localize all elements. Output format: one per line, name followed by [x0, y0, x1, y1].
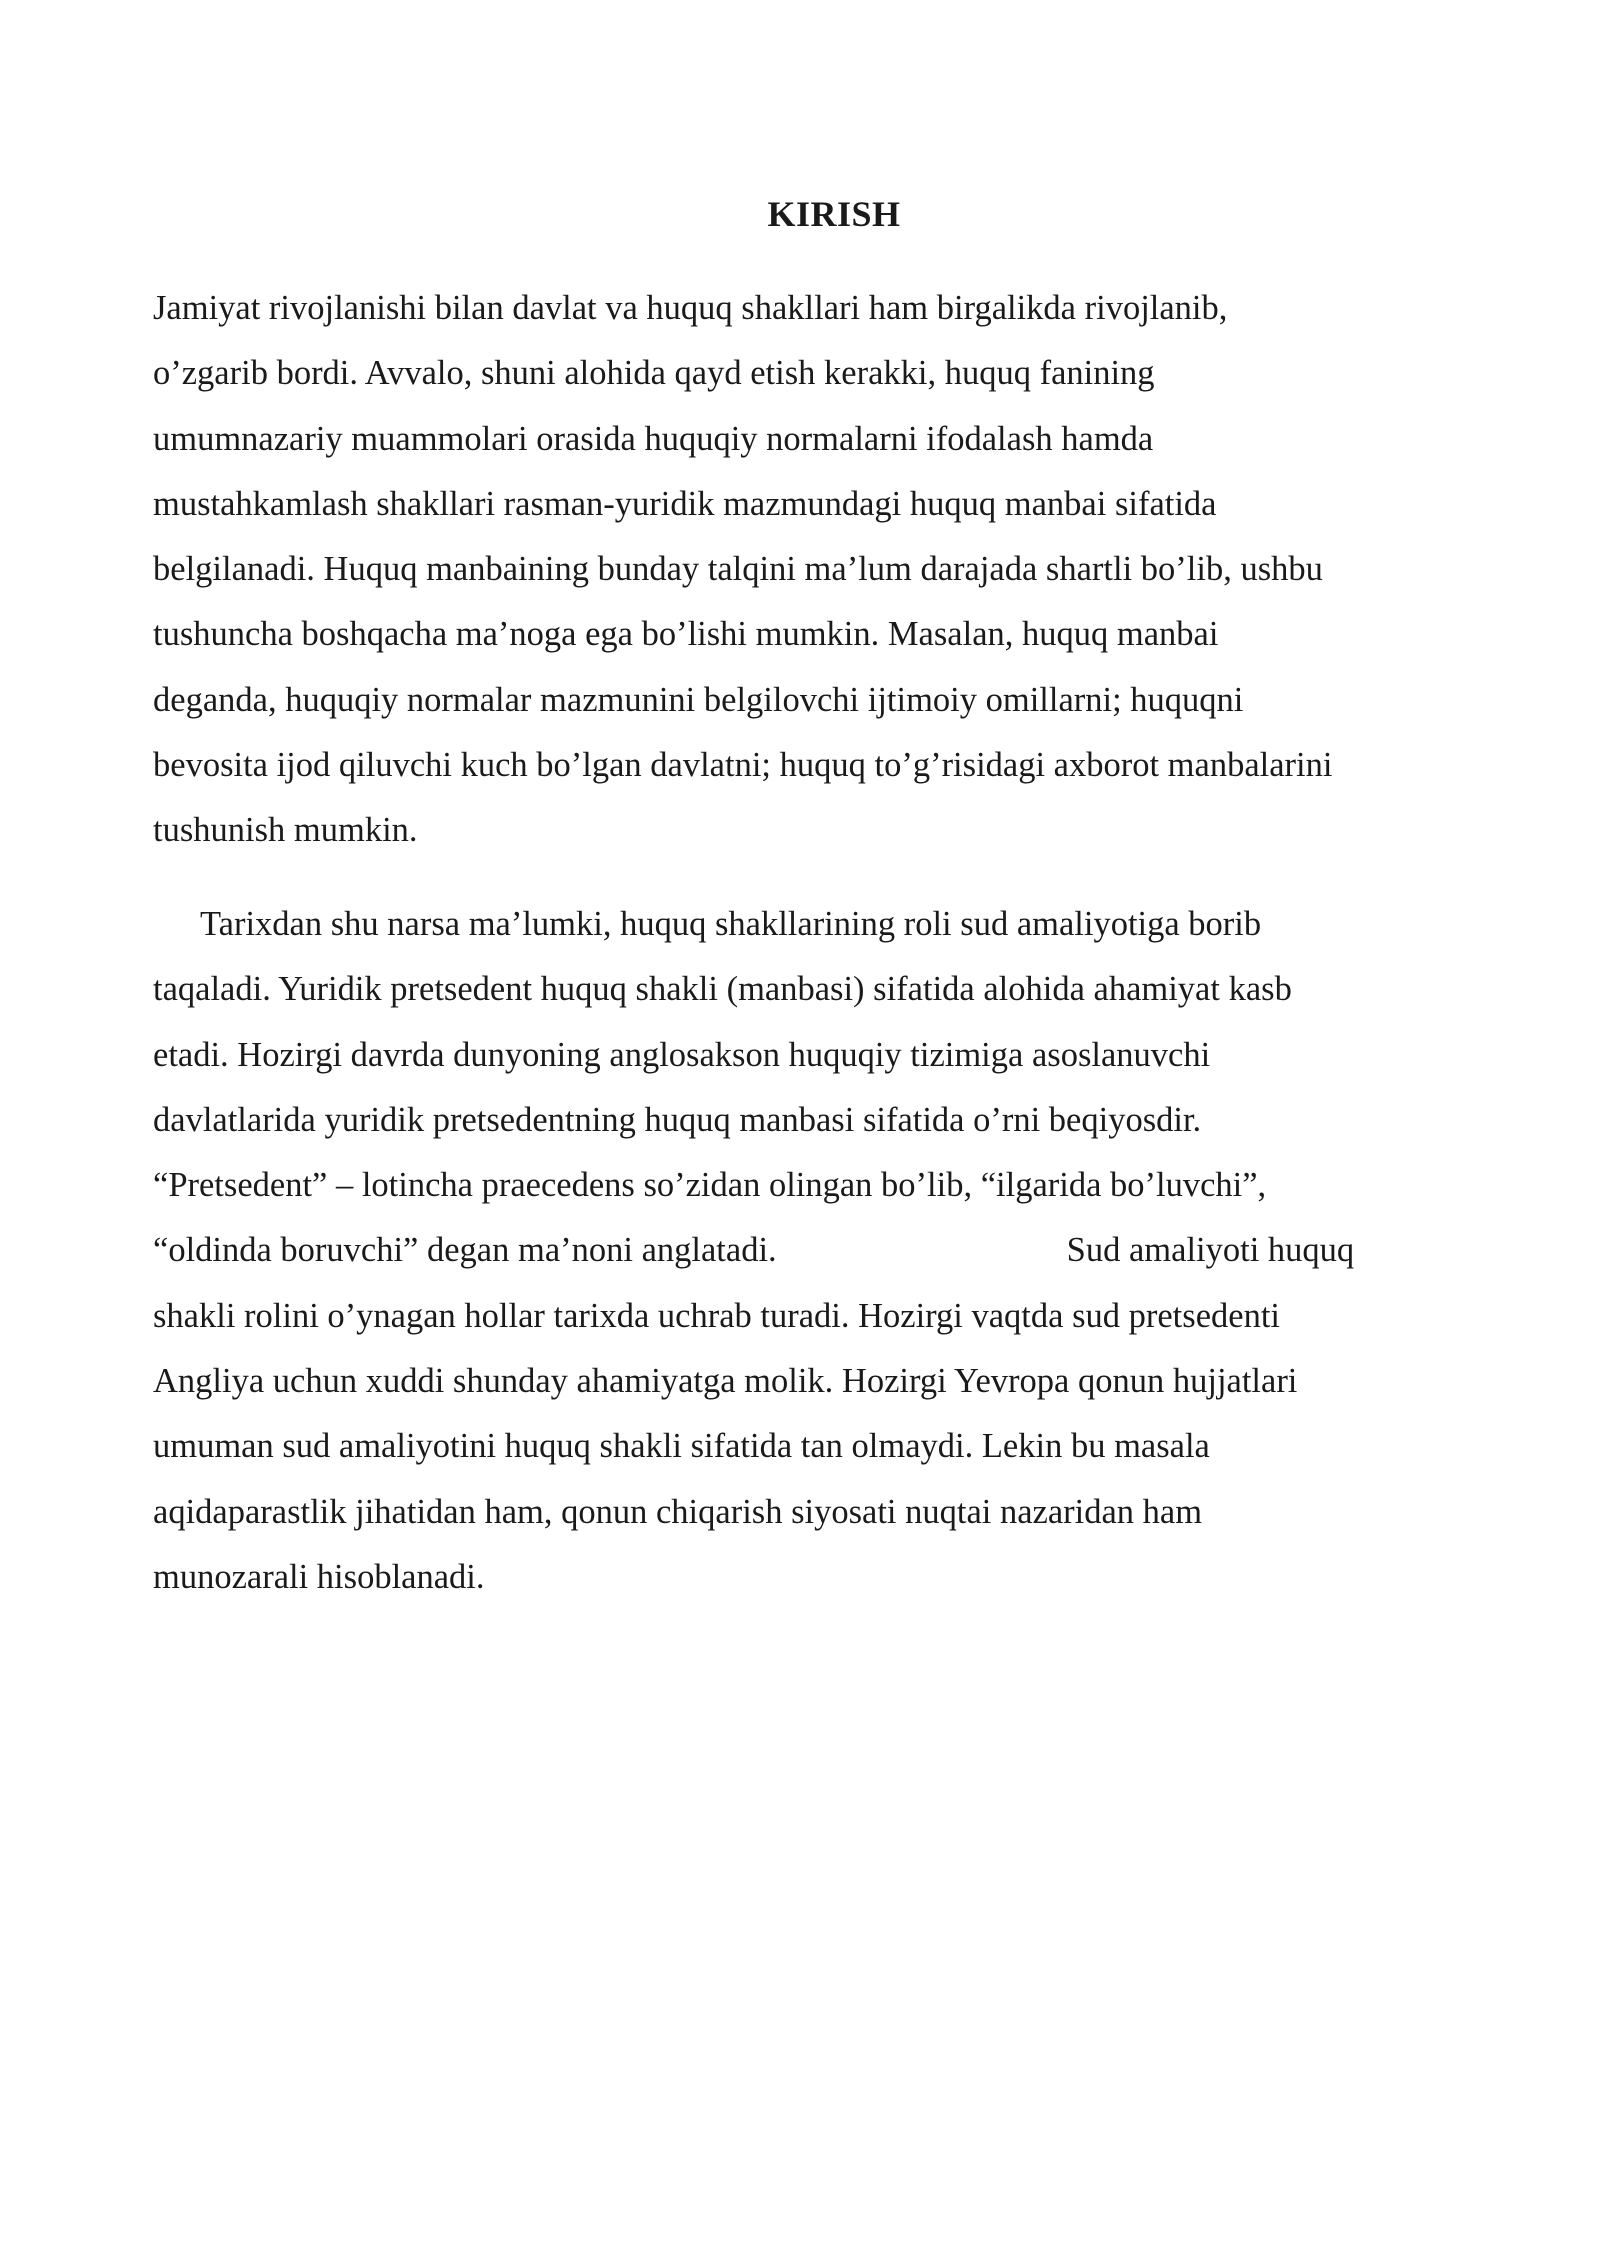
text-line: tushunish mumkin. — [153, 811, 418, 850]
text-line: etadi. Hozirgi davrda dunyoning anglosakson huquqiy tizimiga asoslanuvchi — [153, 1035, 1211, 1074]
text-line: Tarixdan shu narsa ma’lumki, huquq shakllarining roli sud amaliyotiga borib — [200, 905, 1262, 943]
text-line: davlatlarida yuridik pretsedentning huquq manbasi sifatida o’rni beqiyosdir. — [153, 1100, 1202, 1139]
text-line: tushuncha boshqacha ma’noga ega bo’lishi mumkin. Masalan, huquq manbai — [153, 615, 1219, 654]
paragraph-1 — [153, 276, 1453, 864]
text-line: bevosita ijod qiluvchi kuch bo’lgan davlatni; huquq to’g’risidagi axborot manbalarini — [153, 746, 1333, 785]
text-line: deganda, huquqiy normalar mazmunini belgilovchi ijtimoiy omillarni; huquqni — [153, 680, 1244, 719]
text-line: o’zgarib bordi. Avvalo, shuni alohida qayd etish kerakki, huquq fanining — [153, 354, 1155, 393]
text-line: Angliya uchun xuddi shunday ahamiyatga molik. Hozirgi Yevropa qonun hujjatlari — [153, 1362, 1298, 1401]
text-line: mustahkamlash shakllari rasman-yuridik mazmundagi huquq manbai sifatida — [153, 484, 1217, 523]
text-line: belgilanadi. Huquq manbaining bunday talqini ma’lum darajada shartli bo’lib, ushbu — [153, 550, 1323, 589]
text-line: munozarali hisoblanadi. — [153, 1557, 485, 1596]
paragraph-2 — [153, 892, 1453, 1610]
text-line: taqaladi. Yuridik pretsedent huquq shakli (manbasi) sifatida alohida ahamiyat kasb — [153, 970, 1292, 1009]
text-line-split — [153, 1218, 1453, 1283]
document-title: KIRISH — [767, 194, 901, 234]
text-line: Jamiyat rivojlanishi bilan davlat va huquq shakllari ham birgalikda rivojlanib, — [153, 289, 1228, 327]
text-line: aqidaparastlik jihatidan ham, qonun chiqarish siyosati nuqtai nazaridan ham — [153, 1492, 1203, 1531]
text-line-right: Sud amaliyoti huquq — [1066, 1231, 1355, 1270]
text-line: “Pretsedent” – lotincha praecedens so’zidan olingan bo’lib, “ilgarida bo’luvchi”, — [153, 1166, 1267, 1205]
text-line-left: “oldinda boruvchi” degan ma’noni anglatadi. — [153, 1231, 777, 1270]
text-line: shakli rolini o’ynagan hollar tarixda uchrab turadi. Hozirgi vaqtda sud pretsedenti — [153, 1296, 1280, 1335]
text-line: umumnazariy muammolari orasida huquqiy normalarni ifodalash hamda — [153, 419, 1154, 458]
text-line: umuman sud amaliyotini huquq shakli sifatida tan olmaydi. Lekin bu masala — [153, 1427, 1210, 1466]
